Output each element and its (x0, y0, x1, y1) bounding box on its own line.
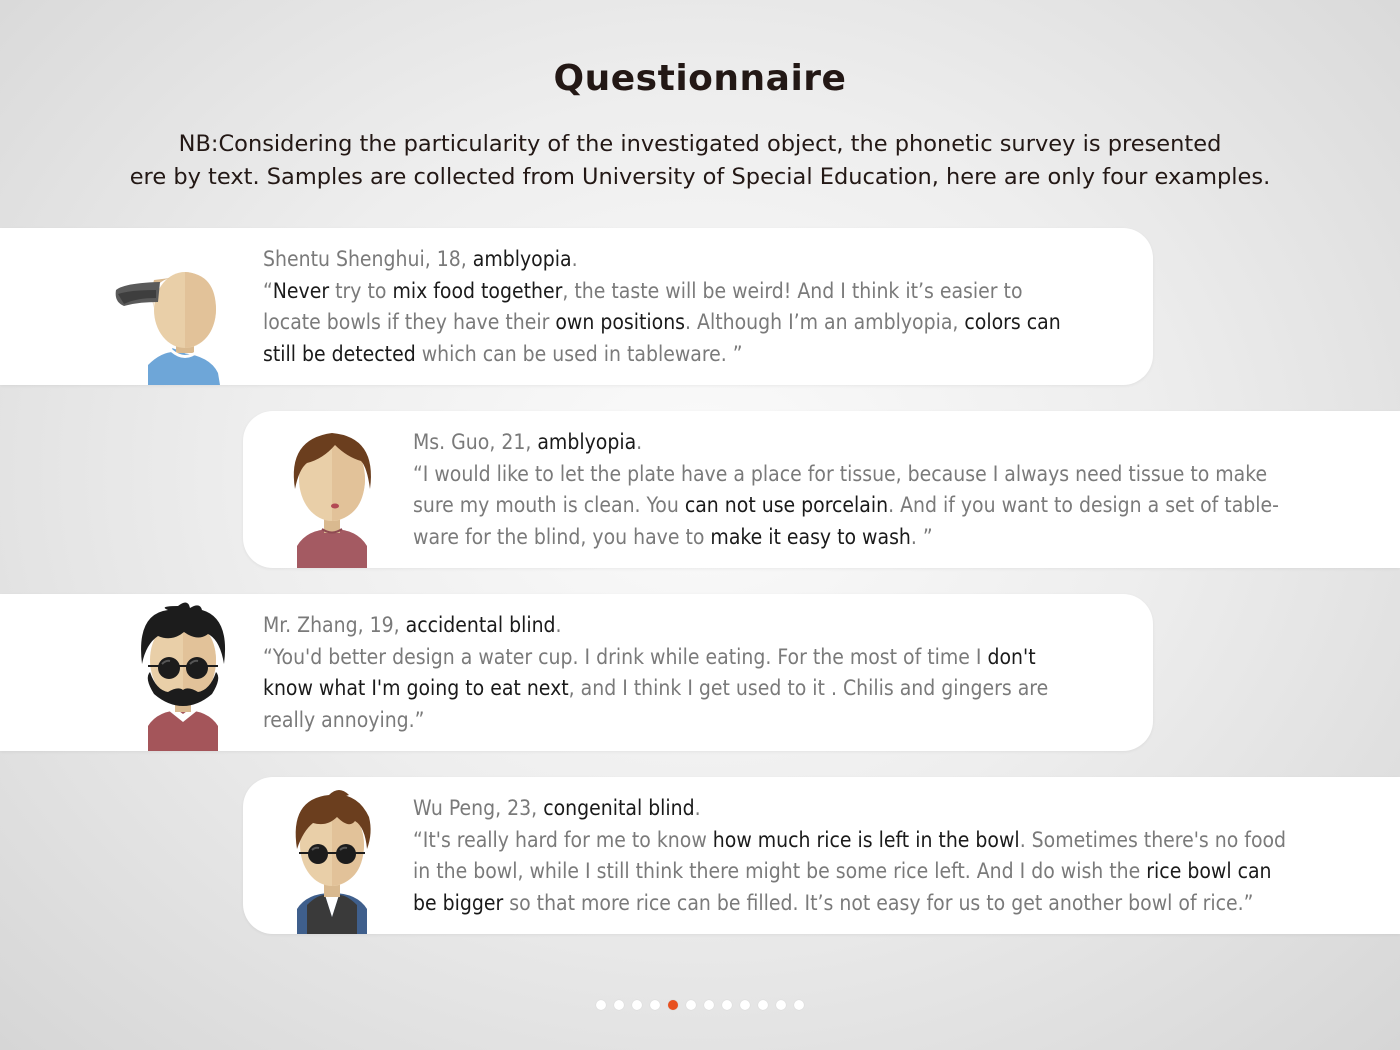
response-text-segment: , and I think I get used to it . Chilis and gingers are (568, 676, 1049, 700)
response-line (263, 307, 1061, 339)
page-title: Questionnaire (553, 58, 847, 99)
highlighted-phrase: amblyopia (472, 247, 572, 271)
response-text-segment: so that more rice can be filled. It’s not easy for us to get another bowl of rice.” (503, 890, 1254, 915)
highlighted-phrase: amblyopia (537, 430, 637, 454)
response-line (263, 276, 1061, 308)
response-line (413, 856, 1286, 888)
response-card-wu (243, 777, 1400, 934)
highlighted-phrase: can not use porcelain (684, 493, 889, 517)
page-dot[interactable] (758, 1000, 768, 1010)
response-text-segment: “It's really hard for me to know (413, 827, 713, 852)
response-text-segment: try to (329, 278, 393, 303)
response-text-segment: which can be used in tableware. ” (415, 341, 743, 366)
highlighted-phrase: make it easy to wash (710, 524, 911, 549)
response-text-segment: locate bowls if they have their (263, 310, 556, 334)
response-text-segment: . And if you want to design a set of table- (888, 493, 1279, 517)
response-text-segment: “You'd better design a water cup. I drink while eating. For the most of time I (263, 644, 988, 669)
response-text-segment: Mr. Zhang, 19, (263, 613, 406, 637)
response-card-zhang (0, 594, 1153, 751)
response-text-segment: . (571, 247, 578, 271)
page-dot[interactable] (614, 1000, 624, 1010)
man-sunglasses-avatar-icon (128, 594, 238, 751)
response-text-segment: . (636, 430, 643, 454)
page-dot[interactable] (686, 1000, 696, 1010)
response-text-segment: Wu Peng, 23, (413, 796, 544, 820)
highlighted-phrase: congenital blind (543, 796, 695, 820)
response-text-segment: . (555, 613, 562, 637)
page-dot[interactable] (650, 1000, 660, 1010)
response-line (413, 427, 1279, 459)
boy-cap-avatar-icon (110, 228, 220, 385)
response-line (263, 244, 1061, 276)
response-line (263, 673, 1048, 705)
response-card-shentu (0, 228, 1153, 385)
response-line (413, 522, 1279, 554)
highlighted-phrase: rice bowl can (1146, 859, 1272, 883)
woman-brown-hair-avatar-icon (277, 411, 387, 568)
page-dot[interactable] (596, 1000, 606, 1010)
response-text-segment: . (694, 796, 701, 820)
page-dot[interactable] (632, 1000, 642, 1010)
page-dot[interactable] (794, 1000, 804, 1010)
page-dot-active[interactable] (668, 1000, 678, 1010)
response-card-guo (243, 411, 1400, 568)
response-text-segment: ware for the blind, you have to (413, 524, 711, 549)
page-dot[interactable] (776, 1000, 786, 1010)
response-text-wu (413, 793, 1286, 919)
response-text-segment: really annoying.” (263, 707, 425, 732)
survey-note-line-2: ere by text. Samples are collected from University of Special Education, here are only four examples. (129, 164, 1271, 190)
response-line (263, 642, 1048, 674)
response-text-segment: “ (263, 278, 273, 303)
page-dot[interactable] (740, 1000, 750, 1010)
survey-note-line-1: NB:Considering the particularity of the investigated object, the phonetic survey is presented (178, 131, 1222, 157)
survey-note (0, 128, 1400, 194)
highlighted-phrase: know what I'm going to eat next (263, 676, 569, 700)
highlighted-phrase: still be detected (263, 341, 416, 366)
highlighted-phrase: own positions (555, 310, 686, 334)
response-line (413, 825, 1286, 857)
page-dot[interactable] (704, 1000, 714, 1010)
response-line (413, 459, 1279, 491)
page-indicator (0, 1000, 1400, 1010)
highlighted-phrase: be bigger (413, 890, 504, 915)
response-line (263, 339, 1061, 371)
highlighted-phrase: accidental blind (405, 613, 556, 637)
highlighted-phrase: Never (272, 278, 330, 303)
response-line (413, 490, 1279, 522)
highlighted-phrase: colors can (964, 310, 1061, 334)
response-text-segment: , the taste will be weird! And I think it’s easier to (562, 278, 1023, 303)
page-dot[interactable] (722, 1000, 732, 1010)
response-text-segment: Ms. Guo, 21, (413, 430, 538, 454)
response-text-segment: Shentu Shenghui, 18, (263, 247, 473, 271)
response-text-zhang (263, 610, 1048, 736)
response-line (263, 705, 1048, 737)
man-vest-sunglasses-avatar-icon (277, 777, 387, 934)
response-text-segment: . Although I’m an amblyopia, (685, 310, 965, 334)
response-text-segment: . ” (910, 524, 933, 549)
highlighted-phrase: mix food together (392, 278, 563, 303)
response-line (413, 888, 1286, 920)
response-text-segment: . Sometimes there's no food (1019, 827, 1287, 852)
response-text-segment: in the bowl, while I still think there might be some rice left. And I do wish the (413, 859, 1147, 883)
response-text-guo (413, 427, 1279, 553)
response-line (263, 610, 1048, 642)
response-line (413, 793, 1286, 825)
highlighted-phrase: don't (987, 644, 1036, 669)
response-text-shentu (263, 244, 1061, 370)
highlighted-phrase: how much rice is left in the bowl (712, 827, 1020, 852)
response-text-segment: “I would like to let the plate have a place for tissue, because I always need tissue to make (413, 461, 1268, 486)
response-text-segment: sure my mouth is clean. You (413, 493, 685, 517)
